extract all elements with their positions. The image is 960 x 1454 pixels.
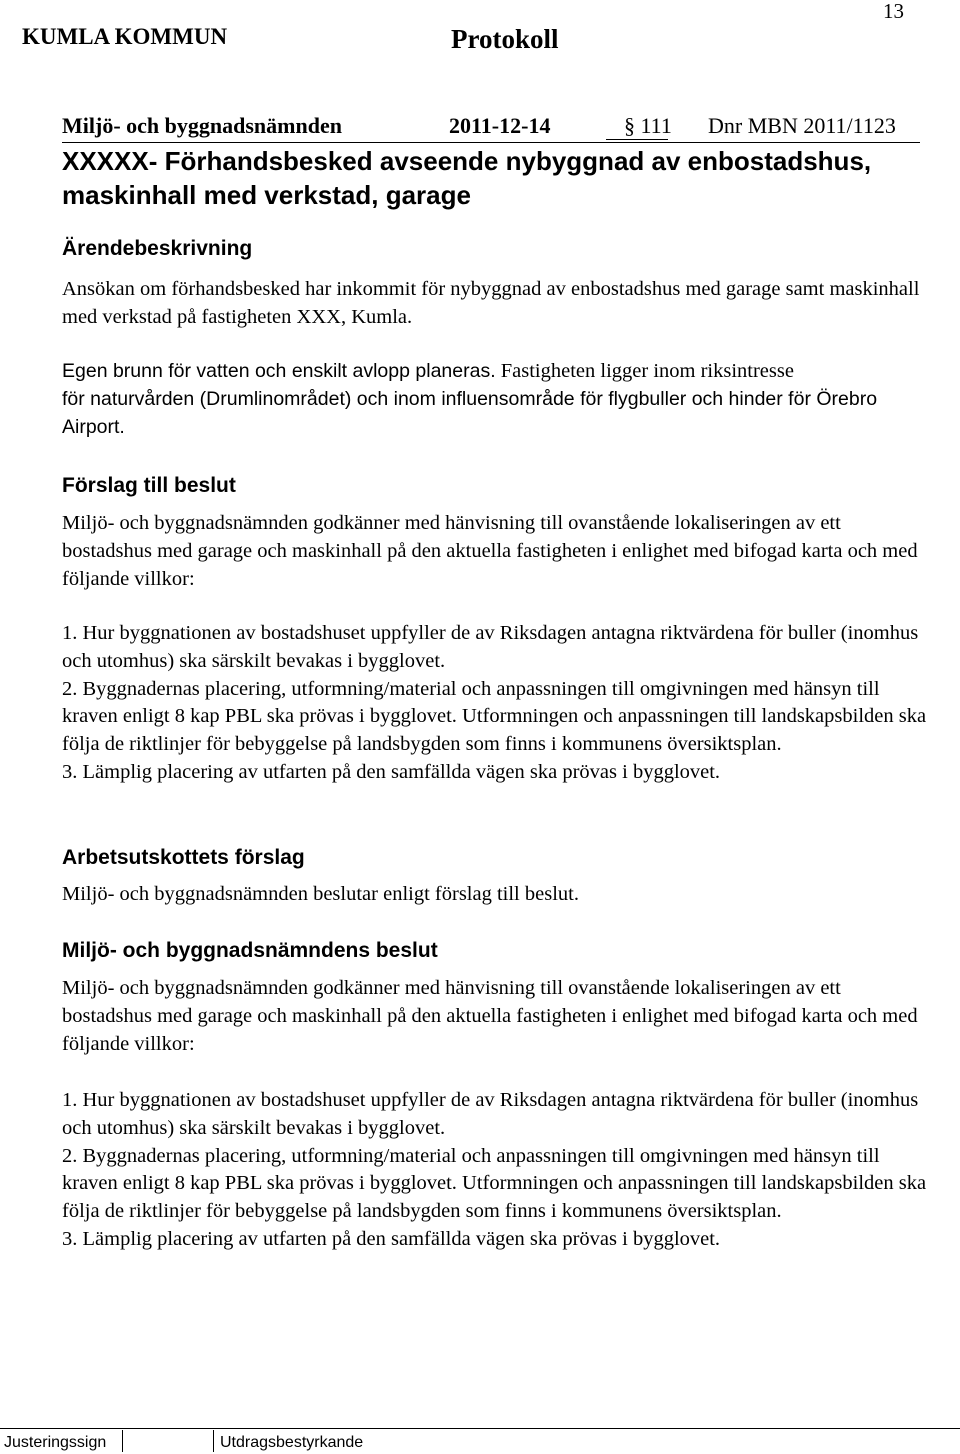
document-type: Protokoll	[451, 24, 559, 54]
decision-condition: 2. Byggnadernas placering, utformning/material och anpassningen till omgivningen med hänsyn till kraven enligt 8 kap PBL ska prövas i bygglovet. Utformningen och anpassningen till landskapsbilden ska följa de riktlinjer för bebyggelse på landsbygden som finns i kommunens översiktsplan.	[62, 1144, 927, 1223]
header-divider	[62, 142, 920, 143]
meeting-date: 2011-12-14	[449, 113, 551, 138]
decision-conditions	[62, 1087, 934, 1254]
committee-text: Miljö- och byggnadsnämnden beslutar enligt förslag till beslut.	[62, 883, 579, 905]
description-paragraph-2	[62, 358, 934, 386]
certificate-label: Utdragsbestyrkande	[220, 1434, 364, 1451]
proposal-condition: 1. Hur byggnationen av bostadshuset uppfyller de av Riksdagen antagna riktvärdena för buller (inomhus och utomhus) ska särskilt bevakas i bygglovet.	[62, 622, 919, 672]
description-heading: Ärendebeskrivning	[62, 237, 253, 260]
proposal-conditions	[62, 620, 934, 787]
committee-heading: Arbetsutskottets förslag	[62, 846, 305, 869]
proposal-condition: 2. Byggnadernas placering, utformning/material och anpassningen till omgivningen med hänsyn till kraven enligt 8 kap PBL ska prövas i bygglovet. Utformningen och anpassningen till landskapsbilden ska följa de riktlinjer för bebyggelse på landsbygden som finns i kommunens översiktsplan.	[62, 677, 927, 756]
description-paragraph: Ansökan om förhandsbesked har inkommit för nybyggnad av enbostadshus med garage samt maskinhall med verkstad på fastigheten XXX, Kumla.	[62, 278, 920, 328]
signature-box	[122, 1430, 214, 1452]
signature-label: Justeringssign	[4, 1434, 107, 1451]
proposal-heading: Förslag till beslut	[62, 474, 236, 497]
paragraph-underline	[606, 139, 668, 140]
board-name: Miljö- och byggnadsnämnden	[62, 113, 342, 138]
decision-condition: 3. Lämplig placering av utfarten på den samfällda vägen ska prövas i bygglovet.	[62, 1227, 721, 1250]
decision-intro: Miljö- och byggnadsnämnden godkänner med hänvisning till ovanstående lokaliseringen av ett bostadshus med garage och maskinhall på den aktuella fastigheten i enlighet med bifogad karta och med följande villkor:	[62, 977, 918, 1055]
decision-heading: Miljö- och byggnadsnämndens beslut	[62, 939, 438, 962]
description-paragraph-3: för naturvården (Drumlinområdet) och inom influensområde för flygbuller och hinder för Örebro Airport.	[62, 388, 878, 438]
registration-number: Dnr MBN 2011/1123	[708, 113, 896, 138]
paragraph-number: § 111	[624, 113, 672, 138]
proposal-intro: Miljö- och byggnadsnämnden godkänner med hänvisning till ovanstående lokaliseringen av ett bostadshus med garage och maskinhall på den aktuella fastigheten i enlighet med bifogad karta och med följande villkor:	[62, 512, 918, 590]
description-serif-text: Fastigheten ligger inom riksintresse	[495, 360, 794, 382]
proposal-condition: 3. Lämplig placering av utfarten på den samfällda vägen ska prövas i bygglovet.	[62, 760, 721, 783]
page-number: 13	[883, 0, 904, 23]
footer-divider	[0, 1428, 960, 1429]
organization-name: KUMLA KOMMUN	[22, 24, 228, 49]
description-sans-text: Egen brunn för vatten och enskilt avlopp planeras.	[62, 360, 496, 382]
case-title: XXXXX- Förhandsbesked avseende nybyggnad av enbostadshus, maskinhall med verkstad, garage	[62, 146, 872, 210]
decision-condition: 1. Hur byggnationen av bostadshuset uppfyller de av Riksdagen antagna riktvärdena för buller (inomhus och utomhus) ska särskilt bevakas i bygglovet.	[62, 1089, 919, 1139]
